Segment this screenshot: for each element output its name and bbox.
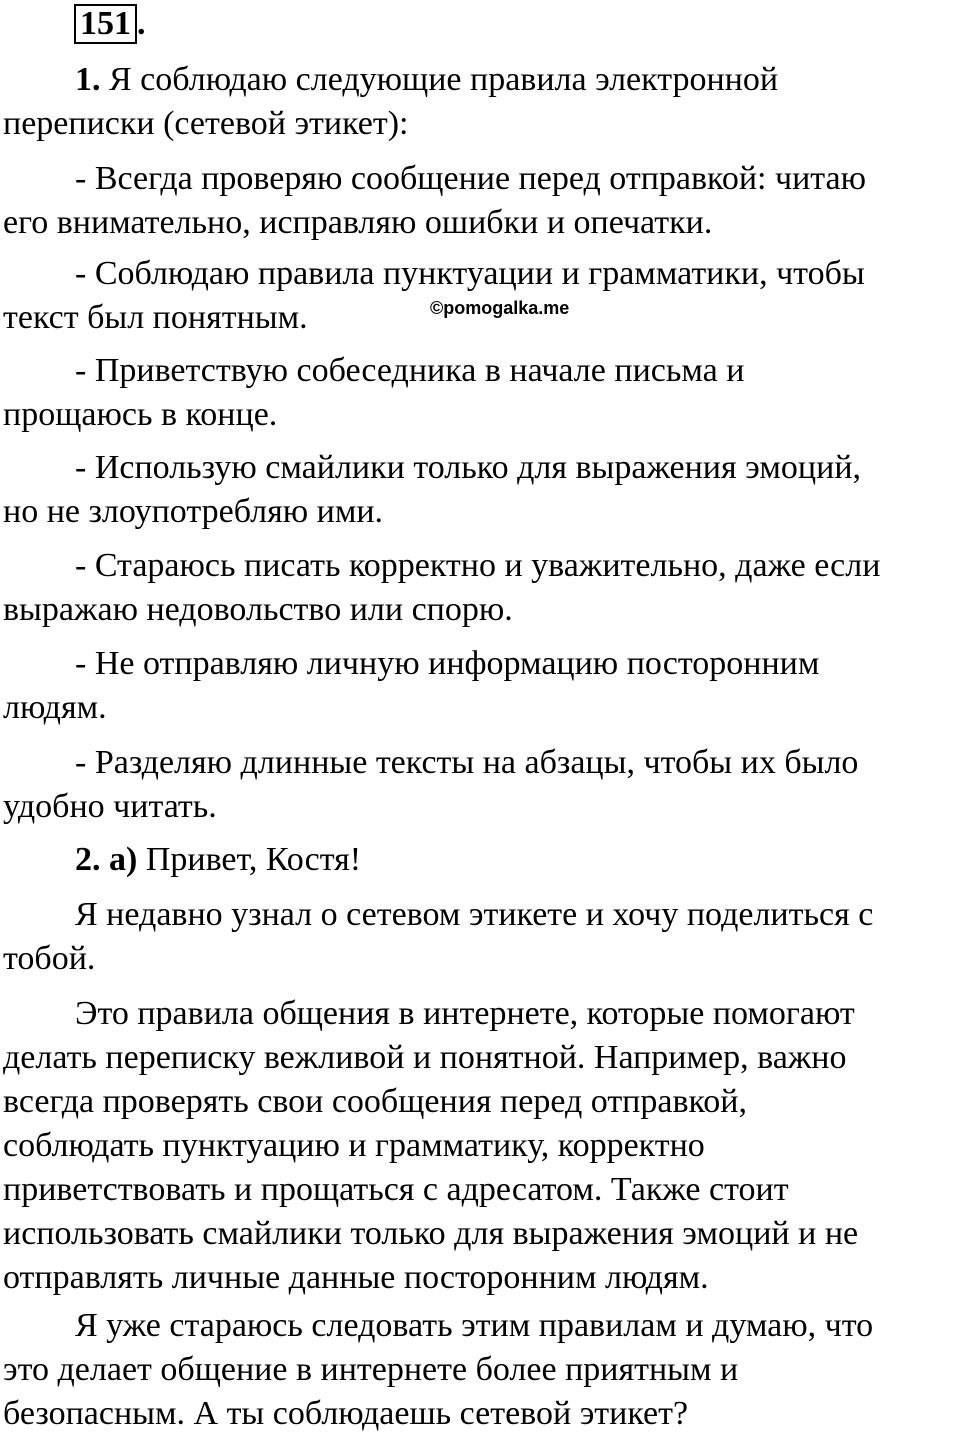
part1-number: 1. [75,61,101,98]
task-number-dot: . [137,5,146,42]
part1-intro [3,58,960,146]
part2-greeting: 2. а) Привет, Костя! [75,841,362,878]
watermark: ©pomogalka.me [430,298,570,318]
rule-item: - Разделяю длинные тексты на абзацы, чтобы их было удобно читать. [3,744,859,825]
rule-item: - Соблюдаю правила пунктуации и грамматики, чтобы текст был понятным. [3,255,865,336]
letter-paragraph: Я недавно узнал о сетевом этикете и хочу поделиться с тобой. [3,896,874,977]
rule-item: - Приветствую собеседника в начале письма и прощаюсь в конце. [3,352,745,433]
rule-item: - Использую смайлики только для выражения эмоций, но не злоупотребляю ими. [3,449,862,530]
task-number [74,4,146,44]
task-number-box: 151 [74,4,137,44]
rule-item: - Всегда проверяю сообщение перед отправкой: читаю его внимательно, исправляю ошибки и опечатки. [3,160,867,241]
part2-number: 2. а) [75,841,138,878]
part1-intro-line1: 1. Я соблюдаю следующие правила электронной [75,61,779,98]
rule-item: - Не отправляю личную информацию посторонним людям. [3,645,820,726]
letter-paragraph: Я уже стараюсь следовать этим правилам и думаю, что это делает общение в интернете более приятным и безопасным. А ты соблюдаешь сетевой этикет? [3,1307,874,1432]
part1-intro-line2: переписки (сетевой этикет): [3,105,409,142]
rule-item: - Стараюсь писать корректно и уважительно, даже если выражаю недовольство или спорю. [3,547,881,628]
letter-paragraph: Это правила общения в интернете, которые помогают делать переписку вежливой и понятной. Например, важно всегда проверять свои сообщения перед отправкой, соблюдать пунктуацию и грамматику, корректно приветствовать и прощаться с адресатом. Также стоит использовать смайлики только для выражения эмоций и не отправлять личные данные посторонним людям. [3,995,859,1296]
